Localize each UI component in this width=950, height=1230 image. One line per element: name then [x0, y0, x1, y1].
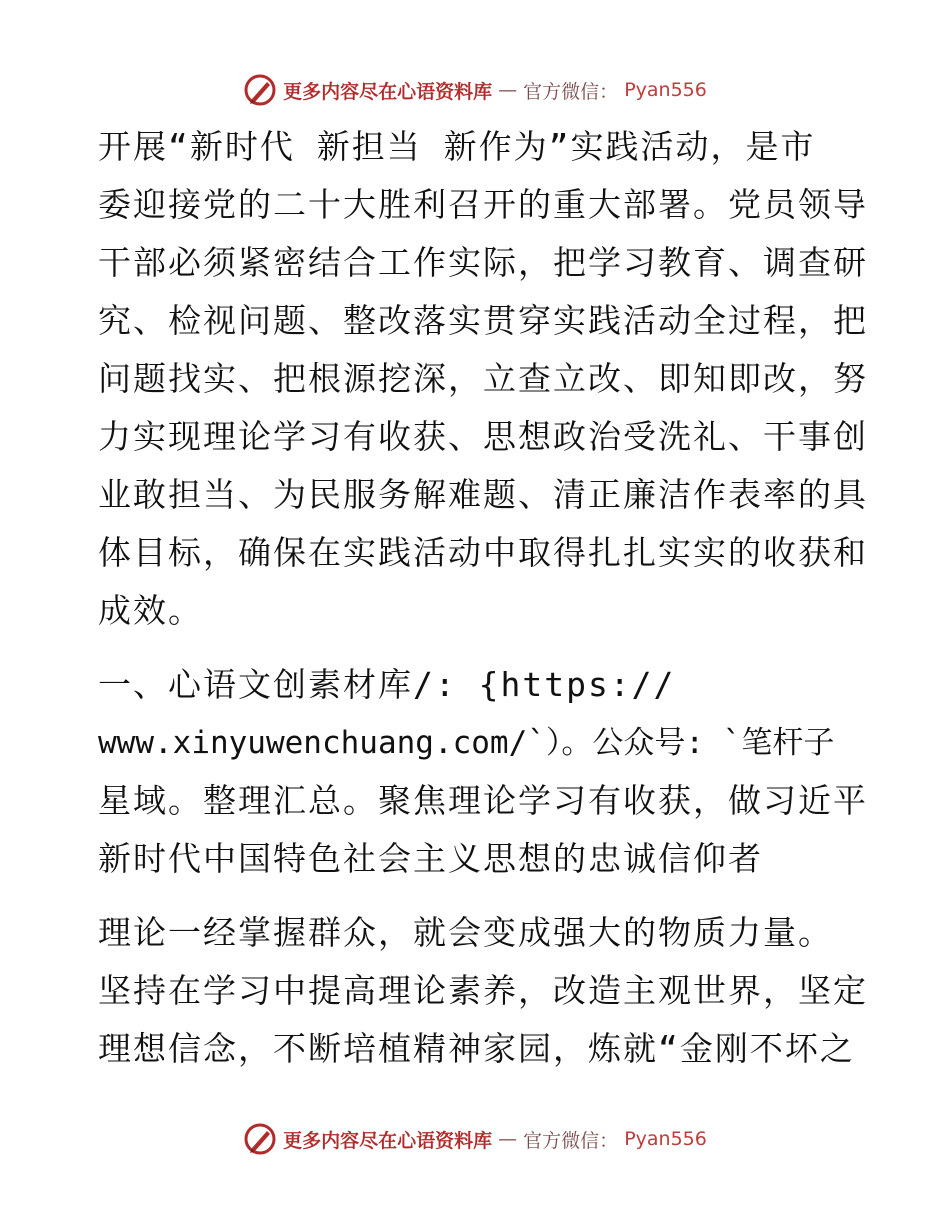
text-line: www.xinyuwenchuang.com/`）。公众号: `笔杆子 [98, 725, 835, 761]
header-banner-separator: — [498, 79, 518, 101]
text-line: 理想信念，不断培植精神家园，炼就“金刚不坏之 [98, 1029, 855, 1068]
footer-banner-separator: — [498, 1128, 518, 1150]
text-line: 理论一经掌握群众，就会变成强大的物质力量。 [98, 913, 833, 952]
header-wechat-id: Pyan556 [624, 79, 707, 101]
text-line: 干部必须紧密结合工作实际，把学习教育、调查研 [98, 243, 868, 282]
paragraph-2 [98, 656, 868, 888]
text-line: 究、检视问题、整改落实贯穿实践活动全过程，把 [98, 301, 868, 340]
text-line: 业敢担当、为民服务解难题、清正廉洁作表率的具 [98, 475, 868, 514]
paragraph-3 [98, 904, 868, 1078]
text-line: 成效。 [98, 591, 203, 630]
footer-banner [0, 1119, 950, 1159]
text-line: 星域。整理汇总。聚焦理论学习有收获，做习近平 [98, 781, 868, 820]
header-wechat-label: 官方微信： [523, 80, 619, 103]
text-line: 开展“新时代 新担当 新作为”实践活动，是市 [98, 127, 816, 166]
text-line: 新时代中国特色社会主义思想的忠诚信仰者 [98, 839, 763, 878]
paragraph-1 [98, 118, 868, 640]
text-line: 坚持在学习中提高理论素养，改造主观世界，坚定 [98, 971, 868, 1010]
text-line: 力实现理论学习有收获、思想政治受洗礼、干事创 [98, 417, 868, 456]
footer-wechat-label: 官方微信： [523, 1129, 619, 1152]
pen-logo-icon [243, 1122, 277, 1156]
header-banner-text: 更多内容尽在心语资料库 [283, 80, 493, 103]
document-body [98, 118, 868, 1094]
header-banner [0, 70, 950, 110]
footer-wechat-id: Pyan556 [624, 1128, 707, 1150]
text-line: 问题找实、把根源挖深，立查立改、即知即改，努 [98, 359, 868, 398]
text-line: 体目标，确保在实践活动中取得扎扎实实的收获和 [98, 533, 868, 572]
text-line: 委迎接党的二十大胜利召开的重大部署。党员领导 [98, 185, 868, 224]
pen-logo-icon [243, 73, 277, 107]
footer-banner-text: 更多内容尽在心语资料库 [283, 1129, 493, 1152]
text-line: 一、心语文创素材库/: {https:// [98, 665, 676, 704]
